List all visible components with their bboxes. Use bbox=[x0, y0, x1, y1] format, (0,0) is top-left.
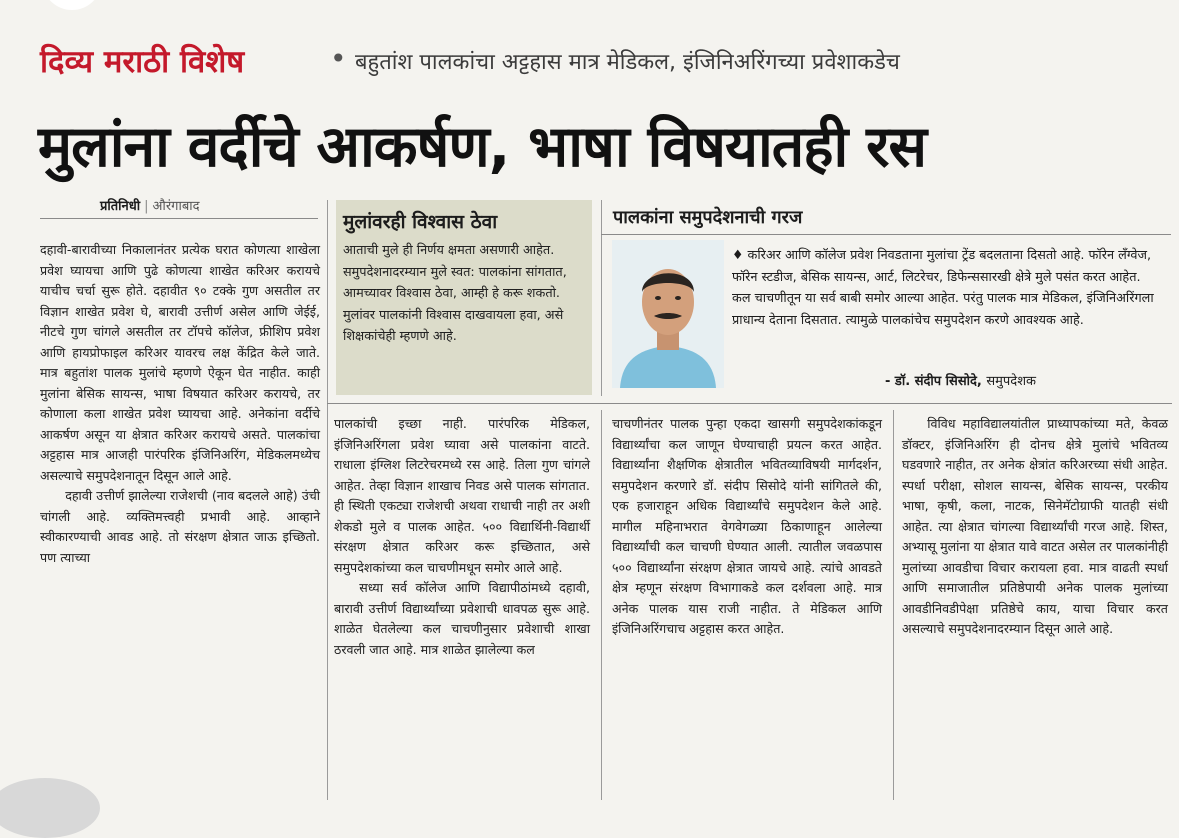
column-3-paragraph-1: चाचणीनंतर पालक पुन्हा एकदा खासगी समुपदेशकांकडून विद्यार्थ्यांचा कल जाणून घेण्याचाही प्रयत्न करत आहेत. विद्यार्थ्यांना शैक्षणिक क्षेत्रातील भवितव्याविषयी मार्गदर्शन, समुपदेशन करणारे डॉ. संदीप सिसोदे यांनी सांगितले की, एक हजाराहून अधिक विद्यार्थ्यांचे समुपदेशन केले आहे. मागील महिनाभरात वेगवेगळ्या ठिकाणाहून आलेल्या विद्यार्थ्यांची कल चाचणी घेण्यात आली. त्यातील जवळपास ५०० विद्यार्थ्यांना संरक्षण क्षेत्रात जायचे आहे. त्यांचे आवडते क्षेत्र म्हणून संरक्षण विभागाकडे कल दर्शवला आहे. मात्र अनेक पालक यास राजी नाहीत. ते मेडिकल आणि इंजिनिअरिंगचाच अट्टहास करत आहेत. bbox=[612, 416, 882, 636]
page-corner-decoration bbox=[42, 0, 102, 10]
byline-separator: | bbox=[144, 199, 149, 214]
column-divider-3 bbox=[893, 410, 894, 800]
article-column-2 bbox=[334, 414, 590, 660]
column-2-paragraph-1: पालकांची इच्छा नाही. पारंपरिक मेडिकल, इंजिनिअरिंगला प्रवेश घ्यावा असे पालकांना वाटते. राधाला इंग्लिश लिटरेचरमध्ये रस आहे. तिला गुण चांगले आहेत. तेव्हा विज्ञान शाखाच निवड असे पालक सांगतात. ही स्थिती एकट्या राजेशची अथवा राधाची नाही तर अशी शेकडो मुले व पालक आहेत. ५०० विद्यार्थिनी-विद्यार्थी संरक्षण क्षेत्रात करिअर करू इच्छितात, असे समुपदेशकांच्या कल चाचणीमधून समोर आले आहे. bbox=[334, 416, 590, 575]
sidebar-box-counselling-body: ♦ करिअर आणि कॉलेज प्रवेश निवडताना मुलांचा ट्रेंड बदलताना दिसतो आहे. फॉरेन लँग्वेज, फॉरेन स्टडीज, बेसिक सायन्स, आर्ट, लिटरेचर, डिफेन्ससारखी क्षेत्रे मुले पसंत करत आहेत. कल चाचणीतून या सर्व बाबी समोर आल्या आहेत. परंतु पालक मात्र मेडिकल, इंजिनिअरिंगला प्राधान्य देताना दिसतात. त्यामुळे पालकांचेच समुपदेशन करणे आवश्यक आहे. bbox=[732, 248, 1154, 328]
column-4-paragraph-1: विविध महाविद्यालयांतील प्राध्यापकांच्या मते, केवळ डॉक्टर, इंजिनिअरिंग ही दोनच क्षेत्रे मुलांचे भवितव्य घडवणारे नाहीत, तर अनेक क्षेत्रांत करिअरच्या संधी आहेत. स्पर्धा परीक्षा, सोशल सायन्स, बेसिक सायन्स, परकीय भाषा, कृषी, कला, नाटक, सिनेमॅटोग्राफी यातही संधी आहेत. त्या क्षेत्रात चांगल्या विद्यार्थ्यांची गरज आहे. शिस्त, अभ्यासू मुलांना या क्षेत्रात यावे वाटत असेल तर पालकांनीही मुलांच्या आवडीचा विचार करायला हवा. मात्र वाढती स्पर्धा आणि समाजातील प्रतिष्ठेपायी अनेक पालक मुलांच्या आवडीनिवडीपेक्षा प्रतिष्ठेचे काय, याचा विचार करत असल्याचे समुपदेशनादरम्यान दिसून आले आहे. bbox=[902, 416, 1168, 636]
column-1-paragraph-2: दहावी उत्तीर्ण झालेल्या राजेशची (नाव बदलले आहे) उंची चांगली आहे. व्यक्तिमत्त्वही प्रभावी आहे. आव्हाने स्वीकारण्याची आवड आहे. तो संरक्षण क्षेत्रात जाऊ इच्छितो. पण त्याच्या bbox=[40, 488, 320, 565]
counsellor-portrait-icon bbox=[612, 240, 724, 388]
sidebar-box-trust-title: मुलांवरही विश्वास ठेवा bbox=[343, 211, 498, 233]
column-2-paragraph-2: सध्या सर्व कॉलेज आणि विद्यापीठांमध्ये दहावी, बारावी उत्तीर्ण विद्यार्थ्यांच्या प्रवेशाची धावपळ सुरू आहे. शाळेत घेतलेल्या कल चाचणीनुसार प्रवेशाची शाखा ठरवली जात आहे. मात्र शाळेत झालेल्या कल bbox=[334, 580, 590, 657]
counsellor-role: समुपदेशक bbox=[986, 374, 1037, 389]
byline bbox=[100, 196, 200, 214]
box2-title-rule bbox=[601, 234, 1171, 235]
article-column-4 bbox=[902, 414, 1168, 640]
counsellor-photo bbox=[612, 240, 724, 388]
sidebar-box-trust-body: आताची मुले ही निर्णय क्षमता असणारी आहेत. समुपदेशनादरम्यान मुले स्वत: पालकांना सांगतात, आमच्यावर विश्वास ठेवा, आम्ही हे करू शकतो. मुलांवर पालकांनी विश्वास दाखवायला हवा, असे शिक्षकांचेही म्हणणे आहे. bbox=[343, 243, 567, 344]
box-bottom-rule bbox=[327, 403, 1172, 404]
article-column-1 bbox=[40, 240, 320, 568]
kicker-bullet: • bbox=[330, 42, 347, 75]
column-divider-1 bbox=[327, 200, 328, 800]
box-divider bbox=[601, 200, 602, 396]
article-column-3 bbox=[612, 414, 882, 640]
page-corner-shadow bbox=[0, 778, 100, 838]
sidebar-box-counselling-title: पालकांना समुपदेशनाची गरज bbox=[613, 207, 803, 228]
counsellor-name: - डॉ. संदीप सिसोदे, bbox=[885, 374, 982, 389]
column-1-paragraph-1: दहावी-बारावीच्या निकालानंतर प्रत्येक घरात कोणत्या शाखेला प्रवेश घ्यायचा आणि पुढे कोणत्या शाखेत करिअर करायचे याचीच चर्चा सुरू होते. दहावीत ९० टक्के गुण असतील तर विज्ञान शाखेत प्रवेश घे, बारावी उत्तीर्ण असेल आणि जेईई, नीटचे गुण चांगले असतील तर टॉपचे कॉलेज, फ्रीशिप प्रवेश आणि हायप्रोफाइल करिअर यावरच लक्ष केंद्रित केले जाते. मात्र बहुतांश पालक मुलांचे म्हणणे ऐकून घेत नाहीत. काही मुलांना बेसिक सायन्स, भाषा विषयात करिअर करायचे, तर कोणाला कला शाखेत प्रवेश घ्यायचा आहे. अनेकांना वर्दीचे आकर्षण असून या क्षेत्रात करिअर करायचे असते. पालकांचा अट्टहास मात्र आजही पारंपरिक इंजिनिअरिंग, मेडिकलमध्येच असल्याचे समुपदेशनातून दिसून आले आहे. bbox=[40, 242, 320, 483]
byline-city: औरंगाबाद bbox=[152, 199, 200, 214]
section-kicker: दिव्य मराठी विशेष bbox=[40, 44, 245, 80]
column-top-rule bbox=[40, 218, 318, 219]
subheadline: बहुतांश पालकांचा अट्टहास मात्र मेडिकल, इंजिनिअरिंगच्या प्रवेशाकडेच bbox=[355, 50, 900, 75]
byline-author: प्रतिनिधी bbox=[100, 199, 141, 214]
counsellor-signature bbox=[885, 371, 1036, 389]
column-divider-2 bbox=[601, 410, 602, 800]
headline: मुलांना वर्दीचे आकर्षण, भाषा विषयातही रस bbox=[38, 114, 927, 180]
